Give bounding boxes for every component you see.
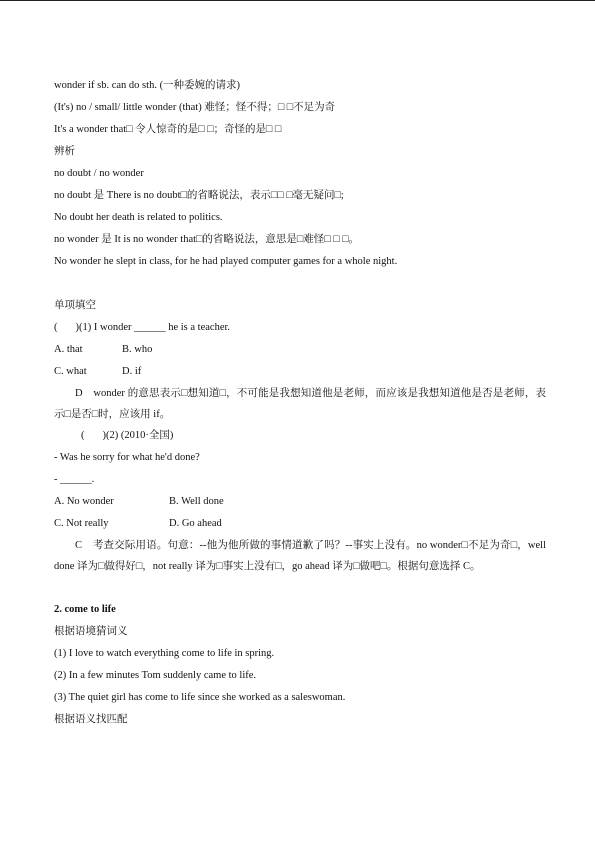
page-top-rule bbox=[0, 0, 595, 1]
option-a: A. No wonder bbox=[54, 496, 114, 507]
answer-paren-close: ) bbox=[102, 430, 106, 441]
text-line: 根据语境猜词义 bbox=[54, 626, 128, 637]
dialogue-line: - Was he sorry for what he'd done? bbox=[54, 452, 200, 463]
question-stem: (1) I wonder ______ he is a teacher. bbox=[79, 322, 231, 333]
text-line: It's a wonder that□ 令人惊奇的是□ □；奇怪的是□ □ bbox=[54, 124, 282, 135]
options-row bbox=[54, 513, 546, 535]
question-1 bbox=[54, 317, 546, 339]
text-line: no doubt / no wonder bbox=[54, 168, 144, 179]
text-line: 辨析 bbox=[54, 146, 75, 157]
option-c: C. Not really bbox=[54, 518, 109, 529]
spacer bbox=[54, 577, 546, 599]
answer-paren-close: ) bbox=[75, 322, 79, 333]
example-sentence: (1) I love to watch everything come to life in spring. bbox=[54, 648, 275, 659]
option-d: D. if bbox=[122, 366, 142, 377]
example-sentence: (3) The quiet girl has come to life since she worked as a saleswoman. bbox=[54, 692, 346, 703]
document-page bbox=[54, 75, 546, 731]
text-line: no doubt 是 There is no doubt□的省略说法，表示□□ □毫无疑问□; bbox=[54, 190, 344, 201]
question-2 bbox=[54, 425, 546, 447]
answer-paren-open: ( bbox=[81, 430, 85, 441]
exercise-heading: 单项填空 bbox=[54, 300, 96, 311]
text-line: No wonder he slept in class, for he had played computer games for a whole night. bbox=[54, 256, 398, 267]
text-line: wonder if sb. can do sth. (一种委婉的请求) bbox=[54, 80, 241, 91]
options-row bbox=[54, 491, 546, 513]
text-line: no wonder 是 It is no wonder that□的省略说法，意思是□难怪□ □ □。 bbox=[54, 234, 359, 245]
answer-paren-open: ( bbox=[54, 322, 58, 333]
explanation: C 考查交际用语。句意：--他为他所做的事情道歉了吗？--事实上没有。no wonder□不足为奇□，well done 译为□做得好□，not really 译为□事实上没有□，go ahead 译为□做吧□。根据句意选择 C。 bbox=[54, 540, 546, 572]
spacer bbox=[54, 273, 546, 295]
example-sentence: (2) In a few minutes Tom suddenly came to life. bbox=[54, 670, 257, 681]
text-line: 根据语义找匹配 bbox=[54, 714, 128, 725]
option-b: B. who bbox=[122, 344, 153, 355]
section-heading: 2. come to life bbox=[54, 604, 116, 615]
options-row bbox=[54, 361, 546, 383]
text-line: No doubt her death is related to politics. bbox=[54, 212, 223, 223]
option-c: C. what bbox=[54, 366, 87, 377]
text-line: (It's) no / small/ little wonder (that) 难怪；怪不得；□ □不足为奇 bbox=[54, 102, 336, 113]
options-row bbox=[54, 339, 546, 361]
option-a: A. that bbox=[54, 344, 83, 355]
question-stem: (2) (2010·全国) bbox=[106, 430, 174, 441]
dialogue-line: - ______. bbox=[54, 474, 95, 485]
explanation: D wonder 的意思表示□想知道□，不可能是我想知道他是老师，而应该是我想知道他是否是老师，表示□是否□时，应该用 if。 bbox=[54, 388, 546, 420]
option-b: B. Well done bbox=[169, 496, 224, 507]
option-d: D. Go ahead bbox=[169, 518, 222, 529]
